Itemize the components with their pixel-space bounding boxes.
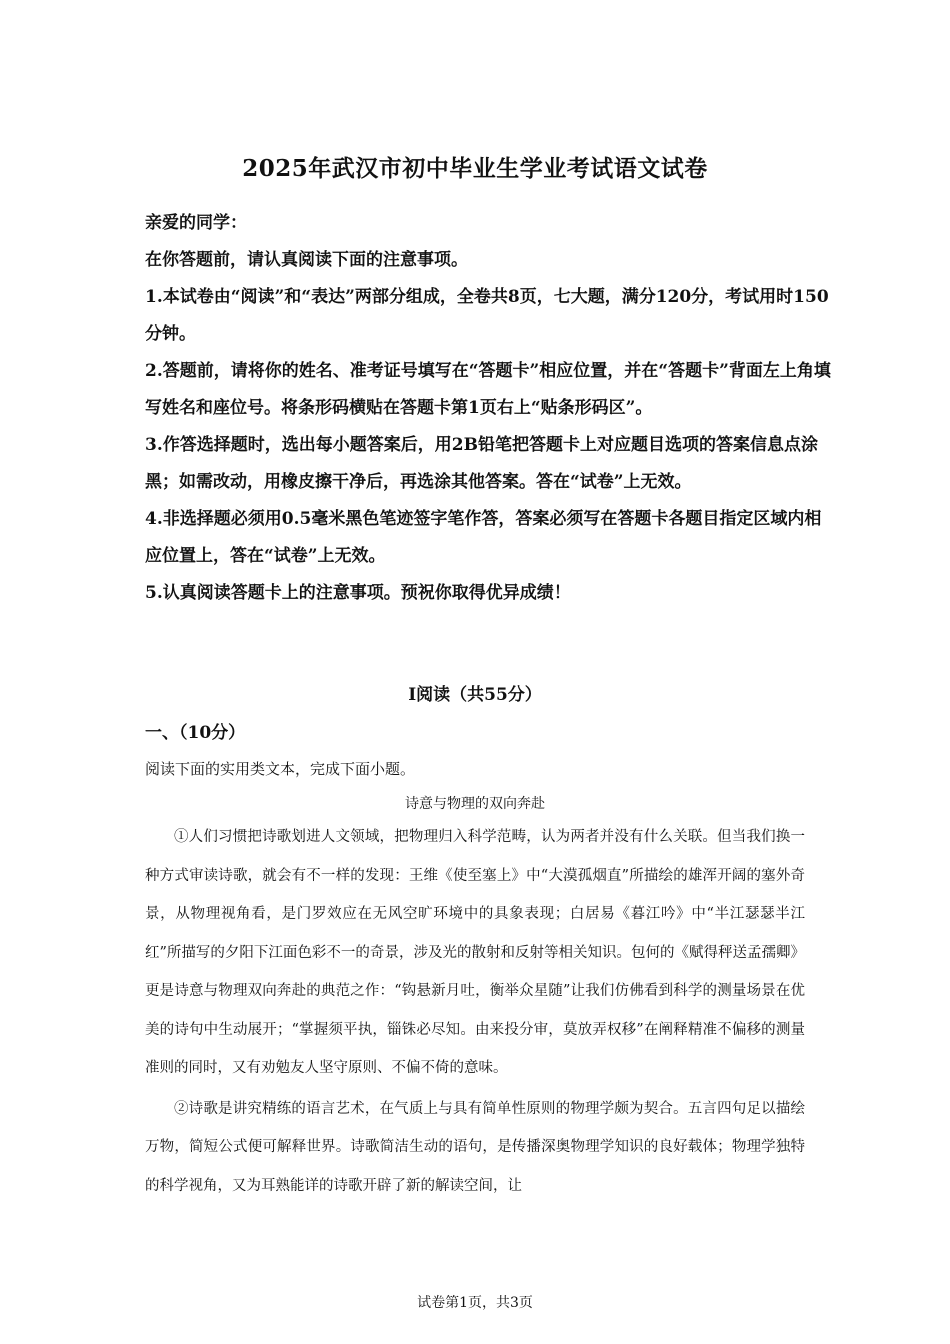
notice-item: 1.本试卷由“阅读”和“表达”两部分组成，全卷共8页，七大题，满分120分，考试用时150分钟。 — [145, 287, 829, 344]
part-heading: 一、（10分） — [145, 723, 246, 743]
notice-item: 4.非选择题必须用0.5毫米黑色笔迹签字笔作答，答案必须写在答题卡各题目指定区域内相应位置上，答在“试卷”上无效。 — [145, 509, 822, 566]
exam-title: 2025年武汉市初中毕业生学业考试语文试卷 — [242, 155, 708, 182]
article-title: 诗意与物理的双向奔赴 — [405, 796, 545, 812]
notice-item: 3.作答选择题时，选出每小题答案后，用2B铅笔把答题卡上对应题目选项的答案信息点涂黑；如需改动，用橡皮擦干净后，再选涂其他答案。答在“试卷”上无效。 — [145, 435, 818, 492]
article-body — [145, 818, 805, 1205]
article-paragraph: ②诗歌是讲究精练的语言艺术，在气质上与具有简单性原则的物理学颇为契合。五言四句足以描绘万物，简短公式便可解释世界。诗歌简洁生动的语句，是传播深奥物理学知识的良好载体；物理学独特的科学视角，又为耳熟能详的诗歌开辟了新的解读空间，让 — [145, 1100, 805, 1194]
notice-item: 5.认真阅读答题卡上的注意事项。预祝你取得优异成绩！ — [145, 583, 571, 603]
article-paragraph: ①人们习惯把诗歌划进人文领域，把物理归入科学范畴，认为两者并没有什么关联。但当我们换一种方式审读诗歌，就会有不一样的发现：王维《使至塞上》中“大漠孤烟直”所描绘的雄浑开阔的塞外奇景，从物理视角看，是门罗效应在无风空旷环境中的具象表现；白居易《暮江吟》中“半江瑟瑟半江红”所描写的夕阳下江面色彩不一的奇景，涉及光的散射和反射等相关知识。包何的《赋得秤送孟孺卿》更是诗意与物理双向奔赴的典范之作：“钩悬新月吐，衡举众星随”让我们仿佛看到科学的测量场景在优美的诗句中生动展开；“掌握须平执，锱铢必尽知。由来投分审，莫放弄权移”在阐释精准不偏移的测量准则的同时，又有劝勉友人坚守原则、不偏不倚的意味。 — [145, 829, 805, 1076]
notice-block — [145, 205, 835, 612]
reading-instruction: 阅读下面的实用类文本，完成下面小题。 — [145, 760, 416, 778]
notice-greeting: 亲爱的同学： — [145, 213, 247, 233]
notice-intro: 在你答题前，请认真阅读下面的注意事项。 — [145, 250, 468, 270]
page-footer: 试卷第1页，共3页 — [417, 1295, 533, 1311]
notice-item: 2.答题前，请将你的姓名、准考证号填写在“答题卡”相应位置，并在“答题卡”背面左上角填写姓名和座位号。将条形码横贴在答题卡第1页右上“贴条形码区”。 — [145, 361, 831, 418]
section-heading: Ⅰ阅读（共55分） — [408, 685, 542, 705]
